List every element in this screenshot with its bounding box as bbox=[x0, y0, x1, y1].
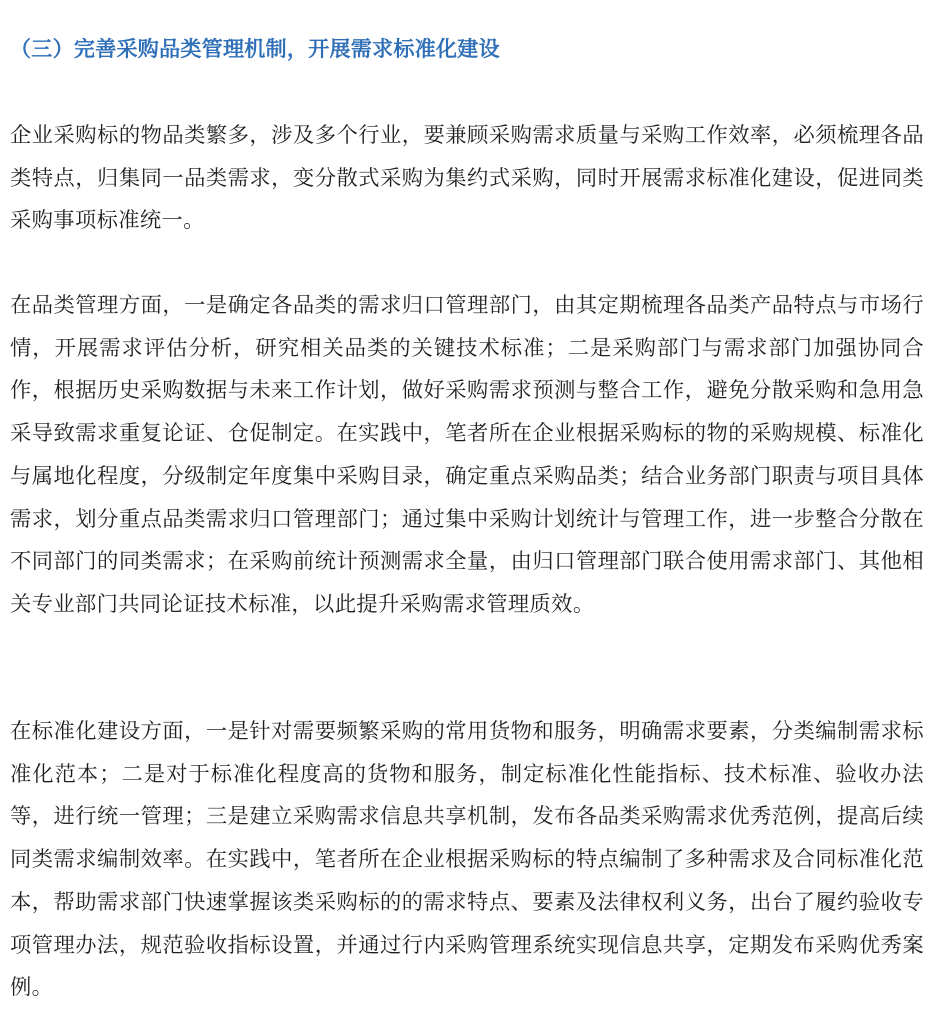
paragraph-standardization: 在标准化建设方面，一是针对需要频繁采购的常用货物和服务，明确需求要素，分类编制需求标准化范本；二是对于标准化程度高的货物和服务，制定标准化性能指标、技术标准、验收办法等，进行统一管理；三是建立采购需求信息共享机制，发布各品类采购需求优秀范例，提高后续同类需求编制效率。在实践中，笔者所在企业根据采购标的特点编制了多种需求及合同标准化范本，帮助需求部门快速掌握该类采购标的的需求特点、要素及法律权利义务，出台了履约验收专项管理办法，规范验收指标设置，并通过行内采购管理系统实现信息共享，定期发布采购优秀案例。 bbox=[10, 719, 924, 1001]
section-heading: （三）完善采购品类管理机制，开展需求标准化建设 bbox=[10, 37, 500, 61]
paragraph-category-management: 在品类管理方面，一是确定各品类的需求归口管理部门，由其定期梳理各品类产品特点与市场行情，开展需求评估分析，研究相关品类的关键技术标准；二是采购部门与需求部门加强协同合作，根据历史采购数据与未来工作计划，做好采购需求预测与整合工作，避免分散采购和急用急采导致需求重复论证、仓促制定。在实践中，笔者所在企业根据采购标的物的采购规模、标准化与属地化程度，分级制定年度集中采购目录，确定重点采购品类；结合业务部门职责与项目具体需求，划分重点品类需求归口管理部门；通过集中采购计划统计与管理工作，进一步整合分散在不同部门的同类需求；在采购前统计预测需求全量，由归口管理部门联合使用需求部门、其他相关专业部门共同论证技术标准，以此提升采购需求管理质效。 bbox=[10, 293, 924, 617]
paragraph-overview: 企业采购标的物品类繁多，涉及多个行业，要兼顾采购需求质量与采购工作效率，必须梳理各品类特点，归集同一品类需求，变分散式采购为集约式采购，同时开展需求标准化建设，促进同类采购事项标准统一。 bbox=[10, 123, 924, 234]
